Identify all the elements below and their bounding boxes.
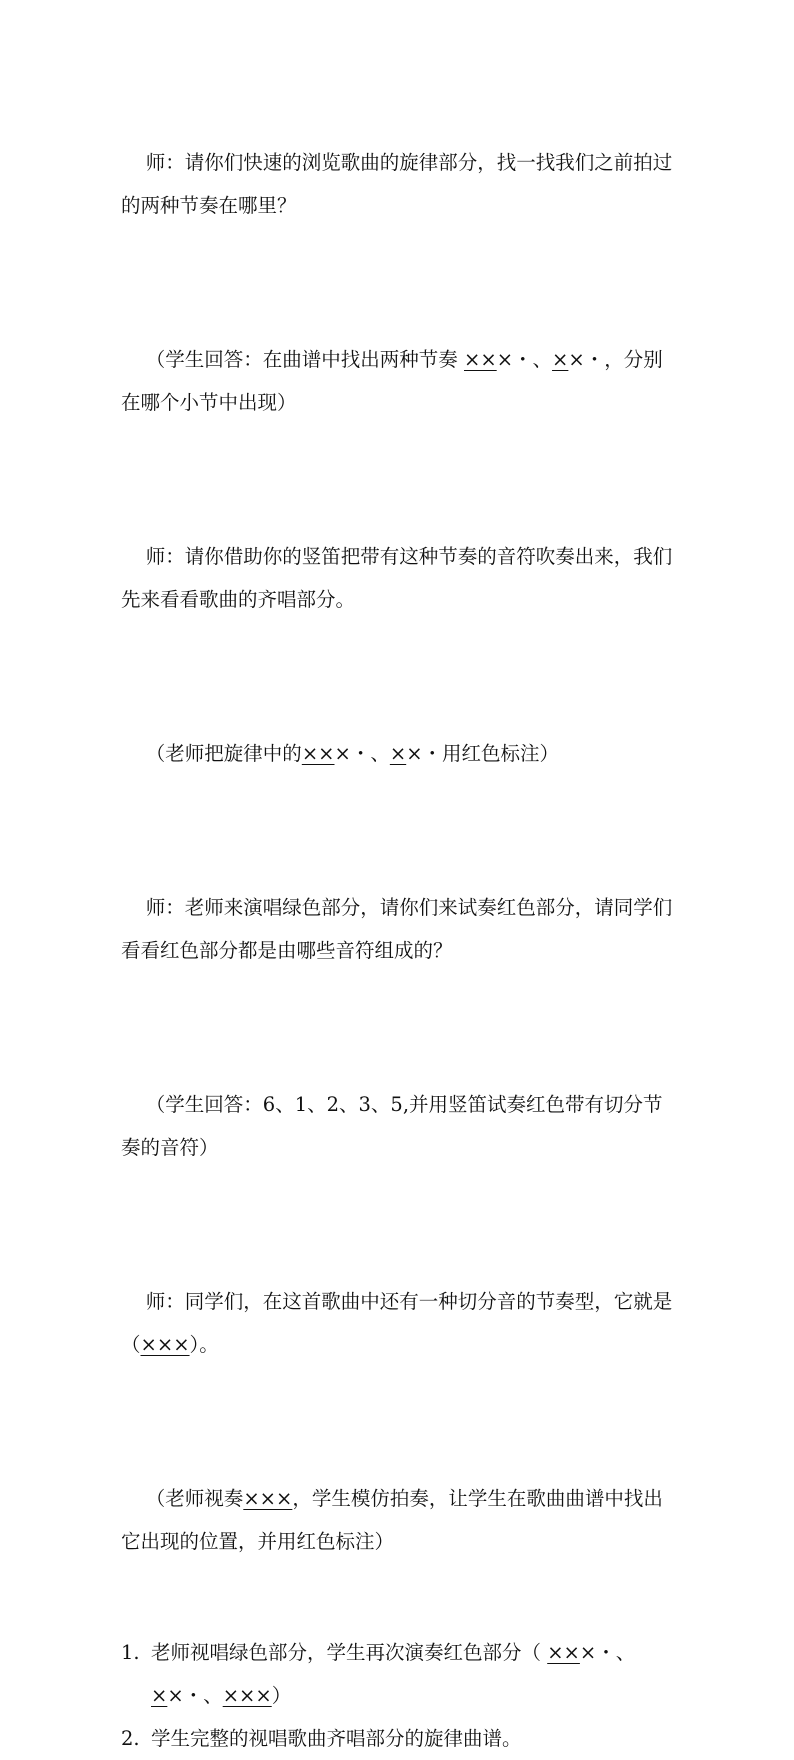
underlined-rhythm: ×× bbox=[547, 1641, 580, 1664]
underlined-rhythm: × bbox=[552, 348, 569, 371]
text-segment: ×・、 bbox=[334, 742, 390, 765]
text-segment: ×・、 bbox=[579, 1641, 636, 1664]
text-segment: ） bbox=[271, 1684, 292, 1707]
list-number: 1. bbox=[121, 1641, 140, 1664]
list-item-text bbox=[151, 1717, 681, 1760]
paragraph-student-answer-rhythms bbox=[121, 295, 681, 467]
text-segment: 师：请你们快速的浏览歌曲的旋律部分，找一找我们之前拍过的两种节奏在哪里？ bbox=[121, 151, 673, 217]
list-item-text bbox=[151, 1631, 681, 1717]
numbered-list bbox=[121, 1631, 681, 1760]
paragraph-teacher-browse bbox=[121, 98, 681, 270]
text-segment: ×・用红色标注） bbox=[406, 742, 560, 765]
paragraph-teacher-sight-play bbox=[121, 1434, 681, 1606]
paragraph-teacher-mark-red bbox=[121, 689, 681, 818]
paragraph-teacher-green-red bbox=[121, 843, 681, 1015]
text-segment: （老师把旋律中的 bbox=[145, 742, 302, 765]
list-item bbox=[121, 1717, 681, 1760]
text-segment: 师：同学们，在这首歌曲中还有一种切分音的节奏型，它就是（ bbox=[121, 1290, 673, 1356]
text-segment: （学生回答：6、1、2、3、5,并用竖笛试奏红色带有切分节奏的音符） bbox=[121, 1093, 663, 1159]
list-number: 2. bbox=[121, 1727, 140, 1750]
underlined-rhythm: ×× bbox=[301, 742, 335, 765]
text-segment: 师：老师来演唱绿色部分，请你们来试奏红色部分，请同学们看看红色部分都是由哪些音符组成的？ bbox=[121, 896, 673, 962]
underlined-rhythm: ××× bbox=[243, 1487, 293, 1510]
paragraph-teacher-syncopation bbox=[121, 1237, 681, 1409]
text-segment: ×・、 bbox=[496, 348, 553, 371]
underlined-rhythm: ××× bbox=[222, 1684, 272, 1707]
underlined-rhythm: ××× bbox=[140, 1333, 190, 1356]
text-segment: ）。 bbox=[189, 1333, 219, 1356]
text-segment: 老师视唱绿色部分，学生再次演奏红色部分（ bbox=[151, 1641, 548, 1664]
text-segment: ×・、 bbox=[167, 1684, 223, 1707]
text-segment: 师：请你借助你的竖笛把带有这种节奏的音符吹奏出来，我们先来看看歌曲的齐唱部分。 bbox=[121, 545, 673, 611]
paragraph-student-answer-notes bbox=[121, 1040, 681, 1212]
text-segment: ，学生模仿拍奏，让学生在歌曲曲谱中找出它出现的位置，并用红色标注） bbox=[121, 1487, 663, 1553]
text-segment: ×・，分别在哪个小节中出现） bbox=[121, 348, 663, 414]
underlined-rhythm: ×× bbox=[464, 348, 497, 371]
paragraph-teacher-recorder bbox=[121, 492, 681, 664]
text-segment: （学生回答：在曲谱中找出两种节奏 bbox=[145, 348, 464, 371]
underlined-rhythm: × bbox=[151, 1684, 168, 1707]
underlined-rhythm: × bbox=[389, 742, 407, 765]
text-segment: 学生完整的视唱歌曲齐唱部分的旋律曲谱。 bbox=[151, 1727, 522, 1750]
text-segment: （老师视奏 bbox=[145, 1487, 244, 1510]
document-page bbox=[121, 98, 681, 1760]
list-item bbox=[121, 1631, 681, 1717]
